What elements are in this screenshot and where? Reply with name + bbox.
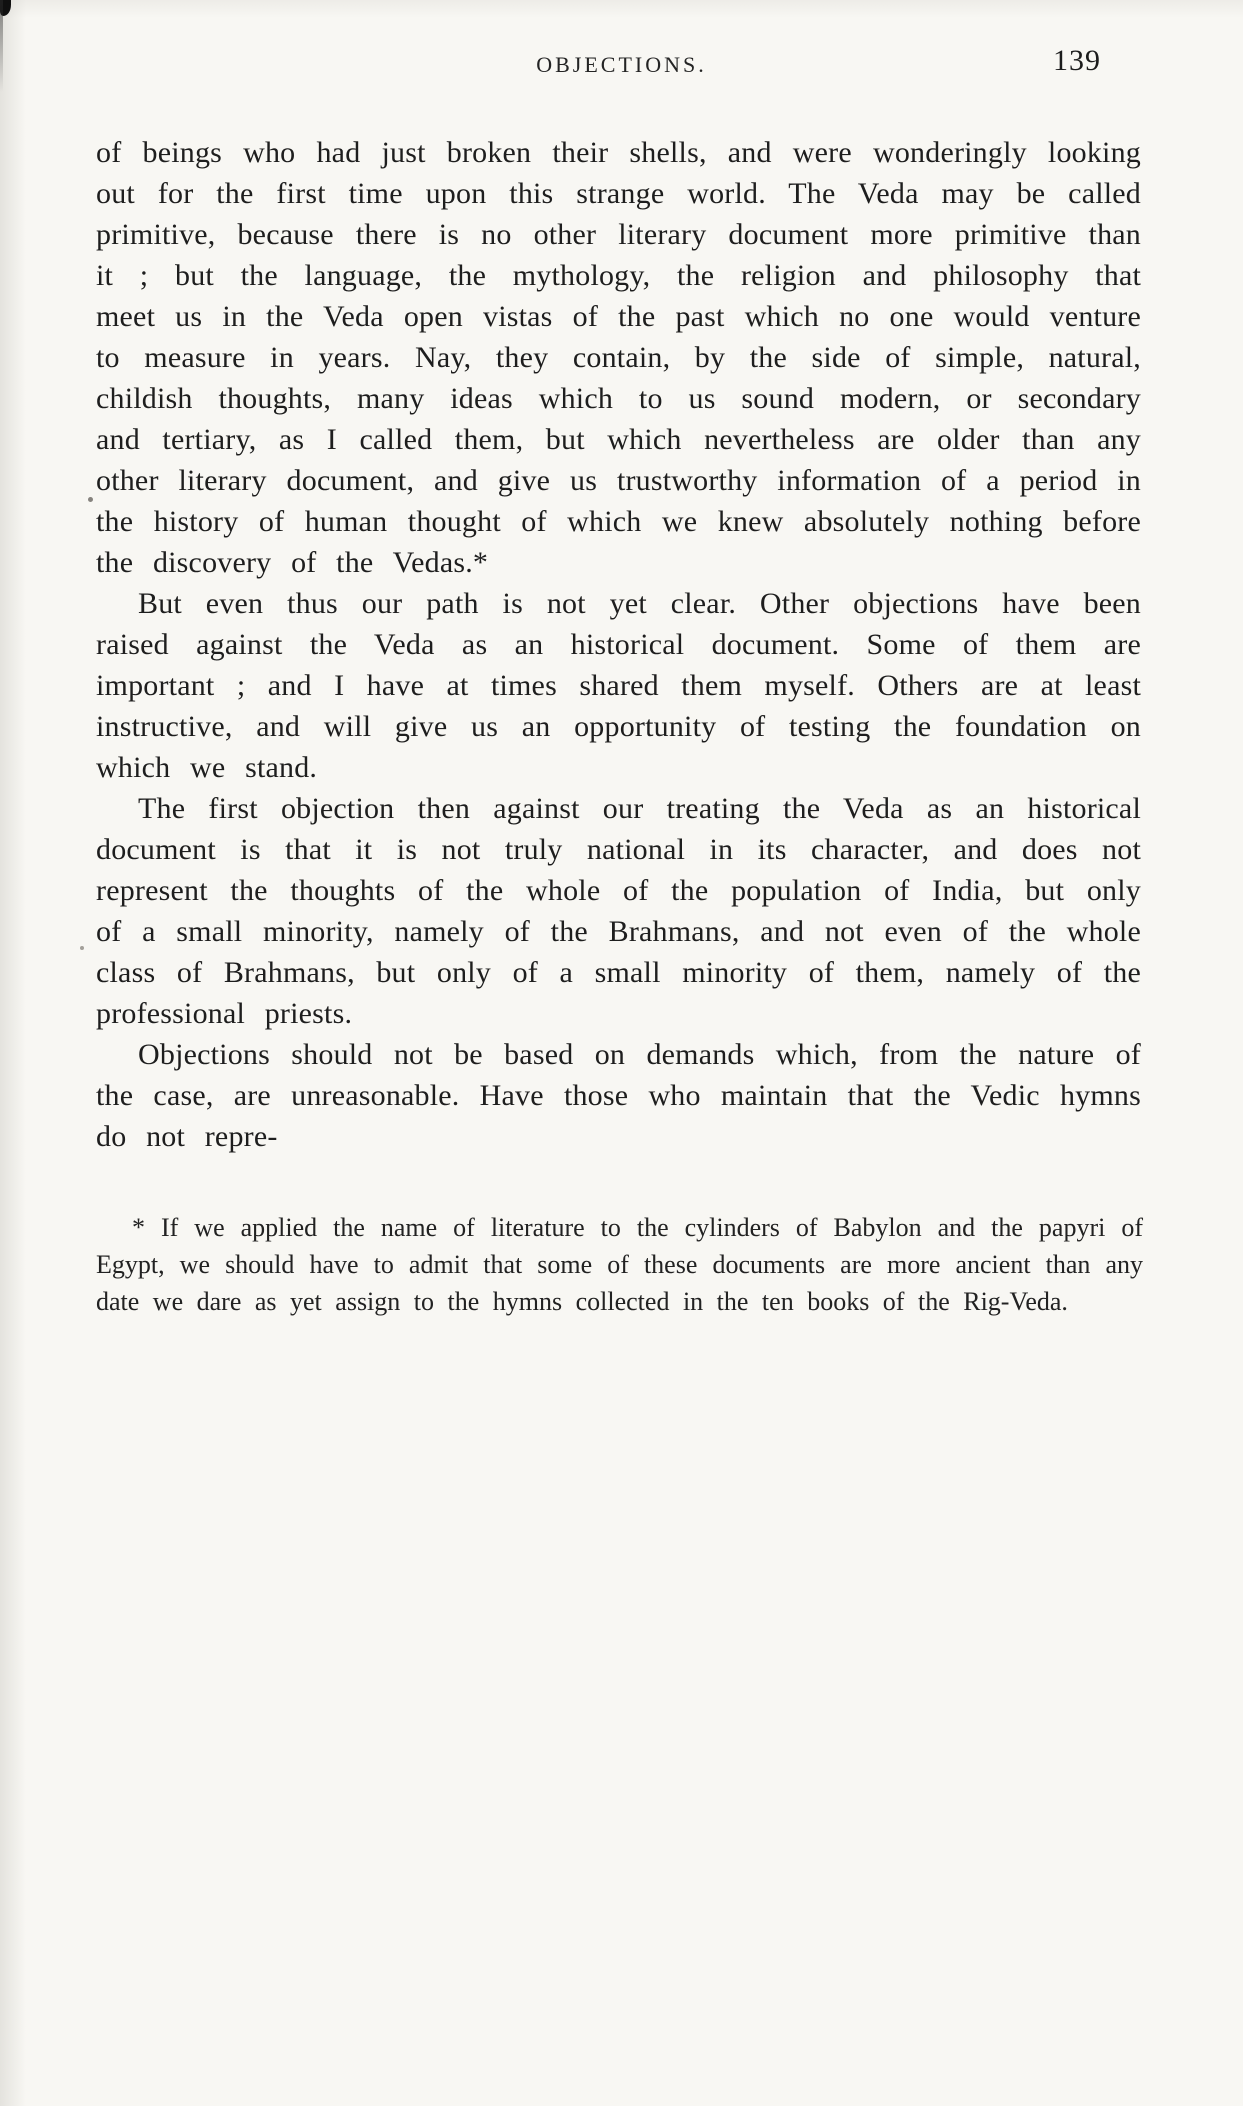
paragraph: Objections should not be based on demands which, from the nature of the case, are unreasonable. Have those who maintain that the Vedic hymns do not repre-	[96, 1038, 1141, 1153]
running-header: OBJECTIONS.	[536, 52, 707, 77]
body-text	[96, 132, 1141, 1157]
page-header	[0, 0, 1243, 92]
footnote: * If we applied the name of literature to the cylinders of Babylon and the papyri of Egypt, we should have to admit that some of these documents are more ancient than any date we dare as yet assign to the hymns collected in the ten books of the Rig-Veda.	[96, 1213, 1143, 1316]
footnote-block	[96, 1209, 1143, 1320]
scan-artifact-speck-icon	[80, 946, 84, 950]
paragraph: But even thus our path is not yet clear. Other objections have been raised against the Veda as an historical document. Some of them are important ; and I have at times shared them myself. Others are at least instructive, and will give us an opportunity of testing the foundation on which we stand.	[96, 587, 1141, 784]
page-number: 139	[1053, 44, 1101, 77]
paragraph: The first objection then against our treating the Veda as an historical document is that it is not truly national in its character, and does not represent the thoughts of the whole of the population of India, but only of a small minority, namely of the Brahmans, and not even of the whole class of Brahmans, but only of a small minority of them, namely of the professional priests.	[96, 792, 1141, 1030]
body-paragraphs	[96, 132, 1141, 1157]
scan-artifact-speck-icon	[88, 497, 93, 502]
paragraph: of beings who had just broken their shells, and were wonderingly looking out for the first time upon this strange world. The Veda may be called primitive, because there is no other literary document more primitive than it ; but the language, the mythology, the religion and philosophy that meet us in the Veda open vistas of the past which no one would venture to measure in years. Nay, they contain, by the side of simple, natural, childish thoughts, many ideas which to us sound modern, or secondary and tertiary, as I called them, but which nevertheless are older than any other literary document, and give us trustworthy information of a period in the history of human thought of which we knew absolutely nothing before the discovery of the Vedas.*	[96, 136, 1141, 579]
